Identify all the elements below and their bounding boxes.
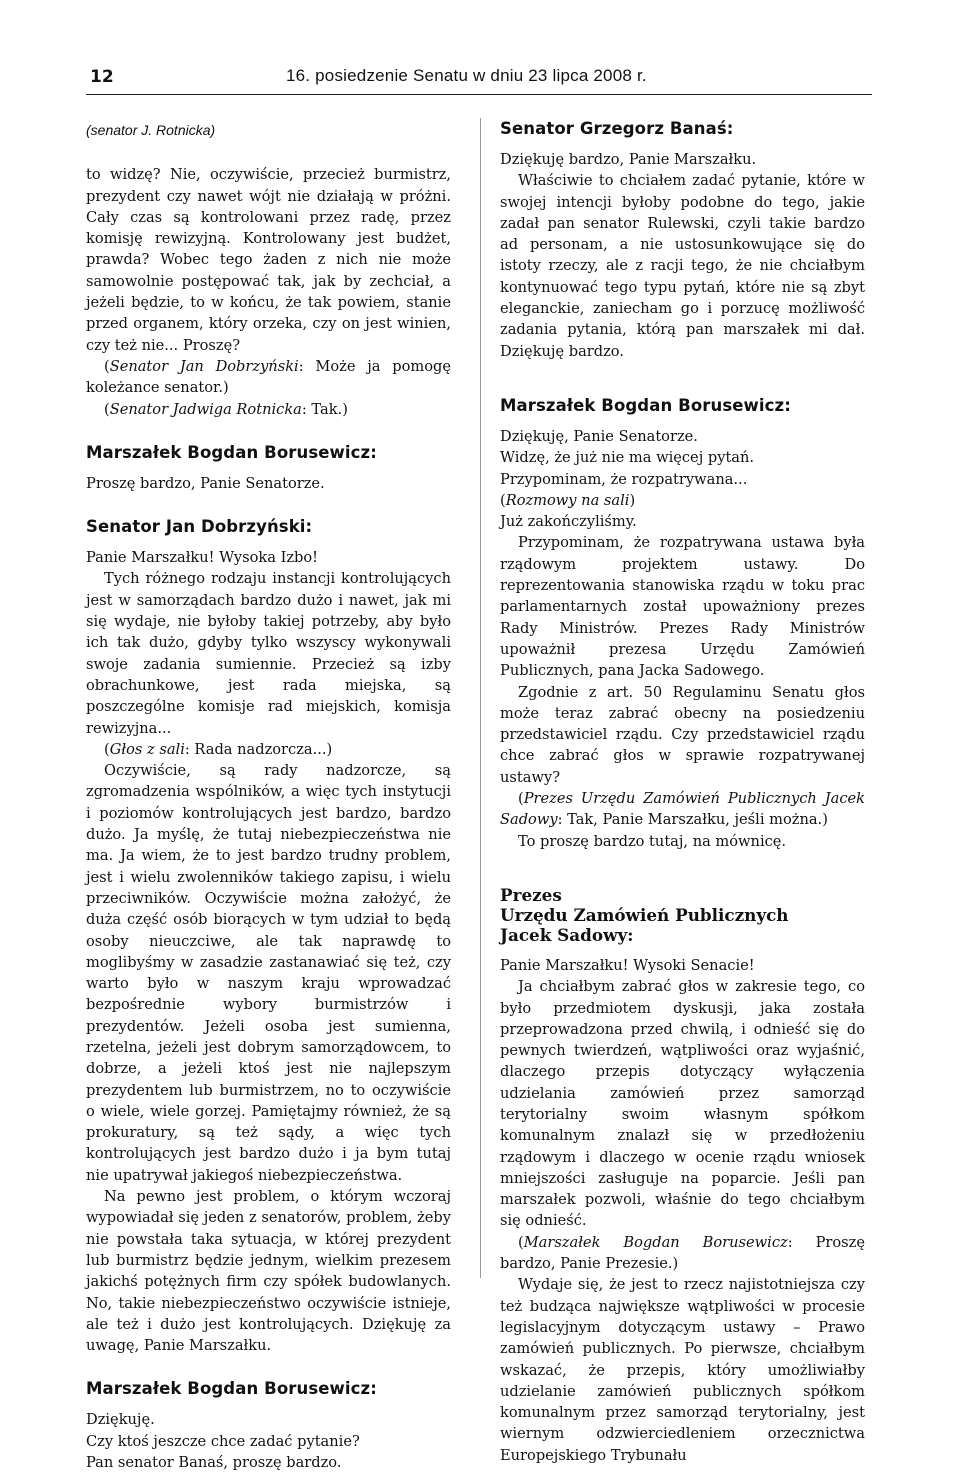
running-title: 16. posiedzenie Senatu w dniu 23 lipca 2008 r. — [286, 66, 647, 85]
paragraph: Panie Marszałku! Wysoki Senacie! — [500, 956, 755, 974]
interjection: (Rozmowy na sali) — [500, 491, 636, 509]
speaker-heading: Marszałek Bogdan Borusewicz: — [86, 442, 377, 462]
paragraph: Oczywiście, są rady nadzorcze, są zgromadzenia wspólników, a więc tych instytucji i poziomów kontrolujących jest bardzo, bardzo dużo. Ja myślę, że tutaj niebezpieczeństwa nie ma. Ja wiem, że to jest bardzo trudny problem, jest i wielu zwolenników takiego zapisu, i wielu przeciwników. Oczywiście można założyć, że duża część osób biorących w tym udział to będą osoby nieuczciwe, ale tak naprawdę to moglibyśmy w zasadzie zastanawiać się też, czy warto było w naszym kraju wprowadzać bezpośrednie wybory burmistrzów i prezydentów. Jeżeli osoba jest sumienna, rzetelna, jeżeli jest dobrym samorządowcem, to dobrze, a jeżeli ktoś jest nie najlepszym prezydentem lub burmistrzem, no to oczywiście o wiele, wiele gorzej. Pamiętajmy również, że są prokuratury, są też sądy, a więc tych kontrolujących jest bardzo dużo i ja bym tutaj nie upatrywał jakiegoś niebezpieczeństwa. — [86, 762, 451, 1184]
paragraph: Dziękuję, Panie Senatorze. — [500, 427, 698, 445]
interjection: (Senator Jan Dobrzyński: Może ja pomogę koleżance senator.) — [86, 357, 451, 397]
paragraph: Panie Marszałku! Wysoka Izbo! — [86, 549, 319, 567]
speaker-heading — [500, 885, 865, 945]
interjection: (Senator Jadwiga Rotnicka: Tak.) — [104, 400, 348, 418]
paragraph: Właściwie to chciałem zadać pytanie, które w swojej intencji byłoby podobne do tego, jakie zadał pan senator Rulewski, czyli takie bardzo ad personam, a nie ustosunkowujące się do istoty rzeczy, ale z racji tego, że nie chciałbym kontynuować tego typu pytań, które nie są zbyt eleganckie, zaniecham go i porzucę możliwość zadania pytania, którą pan marszałek mi dał. Dziękuję bardzo. — [500, 172, 865, 360]
interjection-speaker: Senator Jadwiga Rotnicka — [109, 400, 302, 418]
speaker-heading: Senator Grzegorz Banaś: — [500, 119, 734, 138]
interjection-speaker: Głos z sali — [109, 740, 185, 758]
paragraph: Dziękuję. — [86, 1411, 155, 1429]
paragraph: To proszę bardzo tutaj, na mównicę. — [518, 832, 787, 850]
paragraph: to widzę? Nie, oczywiście, przecież burmistrz, prezydent czy nawet wójt nie działają w próżni. Cały czas są kontrolowani przez radę, przez komisję rewizyjną. Kontrolowany jest budżet, prawda? Wobec tego żaden z nich nie może samowolnie postępować tak, jak by zechciał, a jeżeli będzie, to w końcu, że tak powiem, stanie przed organem, który orzeka, czy on jest winien, czy też nie... Proszę? — [86, 166, 451, 354]
interjection: (Marszałek Bogdan Borusewicz: Proszę bardzo, Panie Prezesie.) — [500, 1233, 865, 1273]
interjection-speaker: Marszałek Bogdan Borusewicz — [523, 1233, 788, 1251]
paragraph: Widzę, że już nie ma więcej pytań. — [500, 449, 755, 467]
speaker-heading-line: Urzędu Zamówień Publicznych — [500, 904, 789, 925]
interjection-text: : Tak.) — [301, 400, 348, 418]
interjection-text: : Proszę bardzo, Panie Prezesie.) — [500, 1233, 865, 1273]
paragraph: Ja chciałbym zabrać głos w zakresie tego, co było przedmiotem dyskusji, jaka została przeprowadzona przed chwilą, i odnieść się do pewnych twierdzeń, wątpliwości oraz wyjaśnić, dlaczego przepis dotyczący wyłączenia udzielania zamówień przez samorząd terytorialny swoim własnym spółkom komunalnym znalazł się w przedłożeniu rządowym i dlaczego w ocenie rządu wniosek mniejszości zasługuje na poparcie. Jeśli pan marszałek pozwoli, właśnie do tego chciałbym się odnieść. — [500, 978, 865, 1230]
left-column — [86, 118, 451, 1473]
paragraph: Wydaje się, że jest to rzecz najistotniejsza czy też budząca największe wątpliwości w procesie legislacyjnym dotyczącym ustawy – Prawo zamówień publicznych. Po pierwsze, chciałbym wskazać, że przepis, który umożliwiałby udzielanie zamówień publicznych spółkom komunalnym przez samorząd terytorialny, jest wiernym odzwierciedleniem orzecznictwa Europejskiego Trybunału — [500, 1276, 865, 1464]
speaker-heading-line: Prezes — [500, 884, 562, 905]
column-divider — [480, 118, 481, 1278]
interjection-text: : Może ja pomogę koleżance senator.) — [86, 357, 451, 397]
paragraph: Czy ktoś jeszcze chce zadać pytanie? — [86, 1432, 360, 1450]
continuation-marker: (senator J. Rotnicka) — [86, 122, 216, 138]
paragraph: Dziękuję bardzo, Panie Marszałku. — [500, 151, 757, 168]
paragraph: Proszę bardzo, Panie Senatorze. — [86, 474, 325, 492]
interjection-speaker: Senator Jan Dobrzyński — [109, 357, 299, 375]
interjection-text: : Tak, Panie Marszałku, jeśli można.) — [557, 811, 828, 829]
interjection: (Głos z sali: Rada nadzorcza...) — [104, 740, 333, 758]
interjection: (Prezes Urzędu Zamówień Publicznych Jacek Sadowy: Tak, Panie Marszałku, jeśli można.) — [500, 790, 865, 829]
page-number: 12 — [90, 67, 114, 87]
running-header — [86, 62, 872, 95]
right-column — [500, 118, 865, 1466]
paragraph: Zgodnie z art. 50 Regulaminu Senatu głos może teraz zabrać obecny na posiedzeniu przedstawiciel rządu. Czy przedstawiciel rządu chce zabrać głos w sprawie rozpatrywanej ustawy? — [500, 683, 865, 786]
paragraph: Na pewno jest problem, o którym wczoraj wypowiadał się jeden z senatorów, problem, żeby nie powstała taka sytuacja, w której prezydent lub burmistrz będzie jednym, wielkim prezesem jakichś potężnych firm czy spółek budowlanych. No, takie niebezpieczeństwo oczywiście istnieje, ale też i dużo jest kontrolujących. Dziękuję za uwagę, Panie Marszałku. — [86, 1188, 451, 1355]
interjection-speaker: Prezes Urzędu Zamówień Publicznych Jacek Sadowy — [500, 790, 865, 829]
paragraph: Tych różnego rodzaju instancji kontrolujących jest w samorządach bardzo dużo i nawet, jak mi się wydaje, nie byłoby takiej potrzeby, aby było ich tak dużo, gdyby tylko wszyscy wykonywali swoje zadania sumiennie. Przecież są izby obrachunkowe, jest rada miejska, są poszczególne komisje rad miejskich, komisja rewizyjna... — [86, 570, 451, 737]
paragraph: Już zakończyliśmy. — [500, 513, 637, 531]
paragraph: Przypominam, że rozpatrywana... — [500, 470, 748, 488]
speaker-heading: Marszałek Bogdan Borusewicz: — [86, 1379, 377, 1399]
speaker-heading: Senator Jan Dobrzyński: — [86, 517, 313, 537]
interjection-text: : Rada nadzorcza...) — [184, 740, 333, 758]
paragraph: Przypominam, że rozpatrywana ustawa była rządowym projektem ustawy. Do reprezentowania stanowiska rządu w toku prac parlamentarnych został upoważniony prezes Rady Ministrów. Prezes Rady Ministrów upoważnił prezesa Urzędu Zamówień Publicznych, pana Jacka Sadowego. — [500, 534, 865, 680]
speaker-heading-line: Jacek Sadowy: — [500, 924, 634, 945]
speaker-heading: Marszałek Bogdan Borusewicz: — [500, 395, 791, 415]
paragraph: Pan senator Banaś, proszę bardzo. — [86, 1454, 342, 1472]
interjection-text: Rozmowy na sali — [505, 491, 630, 509]
